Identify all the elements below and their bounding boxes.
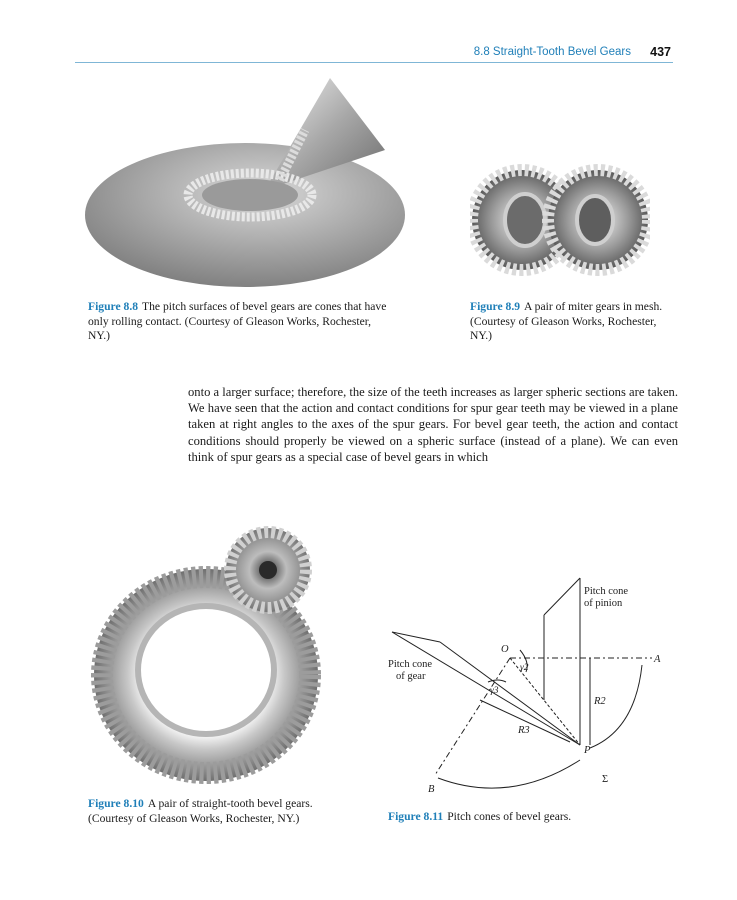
figure-8-10-caption	[88, 797, 358, 826]
gear-cone-edge-upper	[392, 632, 440, 642]
ring-gear-bore	[138, 606, 274, 734]
section-title: 8.8 Straight-Tooth Bevel Gears	[473, 46, 631, 58]
figure-8-10-image	[88, 515, 338, 795]
point-o-label: O	[501, 644, 509, 655]
r3-label: R3	[518, 725, 530, 736]
gear-cone-edge-mid	[440, 642, 580, 745]
gamma-3-label: γ3	[490, 686, 499, 696]
figure-8-8-caption	[88, 300, 388, 344]
point-p-label: P	[584, 745, 591, 756]
gear-axis	[435, 658, 510, 775]
sigma-label: Σ	[602, 774, 609, 785]
running-header	[0, 30, 737, 70]
pinion-cone-edge-top	[544, 578, 580, 615]
figure-8-11-diagram	[380, 570, 680, 800]
gear-cone-edge-lower	[392, 632, 580, 745]
figure-8-9-image	[470, 148, 650, 293]
figure-8-9-label: Figure 8.9	[470, 300, 521, 313]
gamma3-arc	[488, 680, 506, 682]
figure-8-9-text: A pair of miter gears in mesh. (Courtesy of Gleason Works, Rochester, NY.)	[470, 300, 663, 342]
figure-8-11-label: Figure 8.11	[388, 810, 444, 823]
page-number: 437	[650, 45, 671, 59]
pinion-bore	[259, 561, 277, 579]
figure-8-10-text: A pair of straight-tooth bevel gears. (Courtesy of Gleason Works, Rochester, NY.)	[88, 797, 313, 825]
pitch-cone-pinion-label-1: Pitch cone	[584, 586, 629, 597]
figure-8-10-label: Figure 8.10	[88, 797, 144, 810]
figure-8-8-label: Figure 8.8	[88, 300, 139, 313]
r2-label: R2	[594, 696, 606, 707]
pitch-cone-pinion-label-2: of pinion	[584, 598, 623, 609]
header-rule	[75, 62, 673, 63]
right-miter-bore	[577, 196, 613, 244]
pitch-cone-gear-label-2: of gear	[396, 671, 426, 682]
point-b-label: B	[428, 784, 435, 795]
gear-pitch-disc	[85, 143, 405, 287]
body-paragraph: onto a larger surface; therefore, the size of the teeth increases as larger spheric sections are taken. We have seen that the action and contact conditions for spur gear teeth may be viewed in a plane taken at right angles to the axes of the spur gears. For bevel gear teeth, the action and contact conditions should properly be viewed on a spheric surface (instead of a plane). We can even think of spur gears as a special case of bevel gears in which	[188, 385, 678, 464]
gamma-2-label: γ2	[520, 663, 529, 673]
figure-8-8-text: The pitch surfaces of bevel gears are cones that have only rolling contact. (Courtesy of Gleason Works, Rochester, NY.)	[88, 300, 387, 342]
left-miter-bore	[505, 194, 545, 246]
figure-8-11-caption	[388, 810, 678, 825]
pitch-cone-gear-label-1: Pitch cone	[388, 659, 433, 670]
figure-8-11-text: Pitch cones of bevel gears.	[447, 810, 572, 823]
gear-hub	[202, 179, 298, 211]
sigma-arc-bottom	[438, 760, 580, 788]
figure-8-8-image	[80, 70, 410, 295]
figure-8-9-caption	[470, 300, 670, 344]
point-a-label: A	[654, 654, 661, 665]
